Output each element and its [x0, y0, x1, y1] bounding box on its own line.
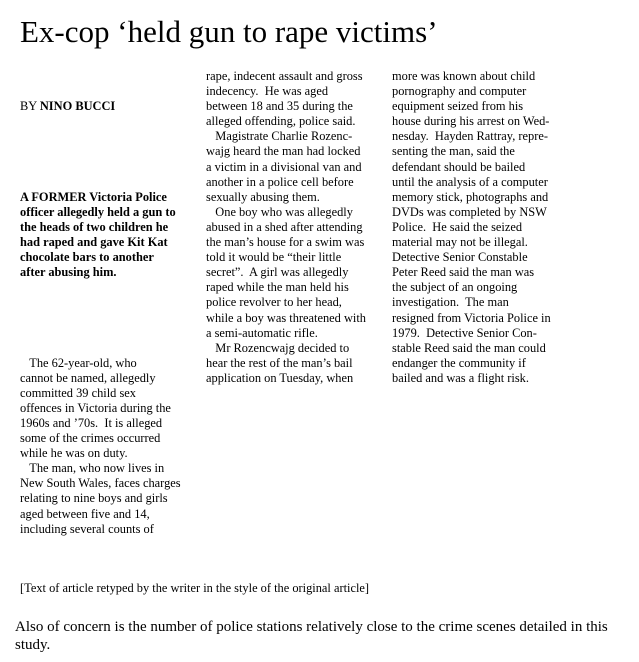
text-line: a semi-automatic rifle. [206, 325, 318, 340]
text-line: investigation. The man [392, 295, 509, 310]
text-line: Peter Reed said the man was [392, 265, 535, 280]
text-line: resigned from Victoria Police in [392, 310, 551, 325]
text-line: pornography and computer [392, 84, 527, 99]
text-line: between 18 and 35 during the [206, 99, 353, 114]
article-column-2 [206, 69, 386, 386]
text-line: police revolver to her head, [206, 295, 342, 310]
text-line: Magistrate Charlie Rozenc- [206, 129, 353, 144]
text-line: A FORMER Victoria Police [20, 189, 167, 204]
text-line: more was known about child [392, 69, 536, 83]
retyped-note: [Text of article retyped by the writer in the style of the original article] [20, 580, 370, 595]
text-line: 1979. Detective Senior Con- [392, 325, 537, 340]
text-line: senting the man, said the [392, 144, 515, 159]
byline [20, 99, 200, 114]
article-headline: Ex-cop ‘held gun to rape victims’ [20, 14, 438, 49]
text-line: The 62-year-old, who [20, 355, 137, 370]
text-line: after abusing him. [20, 265, 117, 280]
footer-paragraph: Also of concern is the number of police stations relatively close to the crime scenes detailed in this study. [15, 618, 608, 653]
text-line: aged between five and 14, [20, 506, 150, 521]
text-line: the heads of two children he [20, 219, 169, 234]
text-line: endanger the community if [392, 355, 526, 370]
text-line: raped while the man held his [206, 280, 349, 295]
text-line: One boy who was allegedly [206, 204, 353, 219]
article-column-3 [392, 69, 622, 386]
text-line: the subject of an ongoing [392, 280, 518, 295]
text-line: Detective Senior Constable [392, 250, 528, 265]
text-line: house during his arrest on Wed- [392, 114, 550, 129]
text-line: hear the rest of the man’s bail [206, 355, 353, 370]
text-line: memory stick, photographs and [392, 189, 549, 204]
article-column-1 [20, 69, 200, 567]
text-line: another in a police cell before [206, 174, 354, 189]
text-line: New South Wales, faces charges [20, 476, 181, 491]
text-line: chocolate bars to another [20, 250, 154, 265]
text-line: equipment seized from his [392, 99, 524, 114]
text-line: secret”. A girl was allegedly [206, 265, 349, 280]
text-line: until the analysis of a computer [392, 174, 548, 189]
text-line: including several counts of [20, 521, 154, 536]
text-line: offences in Victoria during the [20, 400, 171, 415]
byline-prefix: BY [20, 99, 40, 114]
text-line: committed 39 child sex [20, 385, 136, 400]
text-line: defendant should be bailed [392, 159, 526, 174]
text-line: told it would be “their little [206, 250, 342, 265]
text-line: DVDs was completed by NSW [392, 204, 547, 219]
text-line: officer allegedly held a gun to [20, 204, 176, 219]
text-line: sexually abusing them. [206, 189, 320, 204]
article-columns [20, 69, 639, 567]
text-line: stable Reed said the man could [392, 340, 546, 355]
text-line: Police. He said the seized [392, 219, 523, 234]
text-line: the man’s house for a swim was [206, 235, 365, 250]
text-line: abused in a shed after attending [206, 219, 363, 234]
text-line: had raped and gave Kit Kat [20, 234, 168, 249]
text-line: alleged offending, police said. [206, 114, 356, 129]
text-line: while a boy was threatened with [206, 310, 366, 325]
text-line: 1960s and ’70s. It is alleged [20, 415, 163, 430]
lede-paragraph [20, 190, 200, 281]
text-line: wajg heard the man had locked [206, 144, 361, 159]
text-line: bailed and was a flight risk. [392, 370, 529, 385]
text-line: indecency. He was aged [206, 84, 329, 99]
text-line: Mr Rozencwajg decided to [206, 340, 350, 355]
text-line: a victim in a divisional van and [206, 159, 362, 174]
text-line: while he was on duty. [20, 446, 128, 461]
body-text [20, 356, 200, 537]
text-line: cannot be named, allegedly [20, 370, 156, 385]
author-name: NINO BUCCI [39, 99, 116, 114]
text-line: some of the crimes occurred [20, 431, 161, 446]
text-line: nesday. Hayden Rattray, repre- [392, 129, 548, 144]
text-line: material may not be illegal. [392, 235, 528, 250]
text-line: rape, indecent assault and gross [206, 69, 363, 83]
text-line: application on Tuesday, when [206, 370, 354, 385]
text-line: The man, who now lives in [20, 461, 165, 476]
text-line: relating to nine boys and girls [20, 491, 168, 506]
